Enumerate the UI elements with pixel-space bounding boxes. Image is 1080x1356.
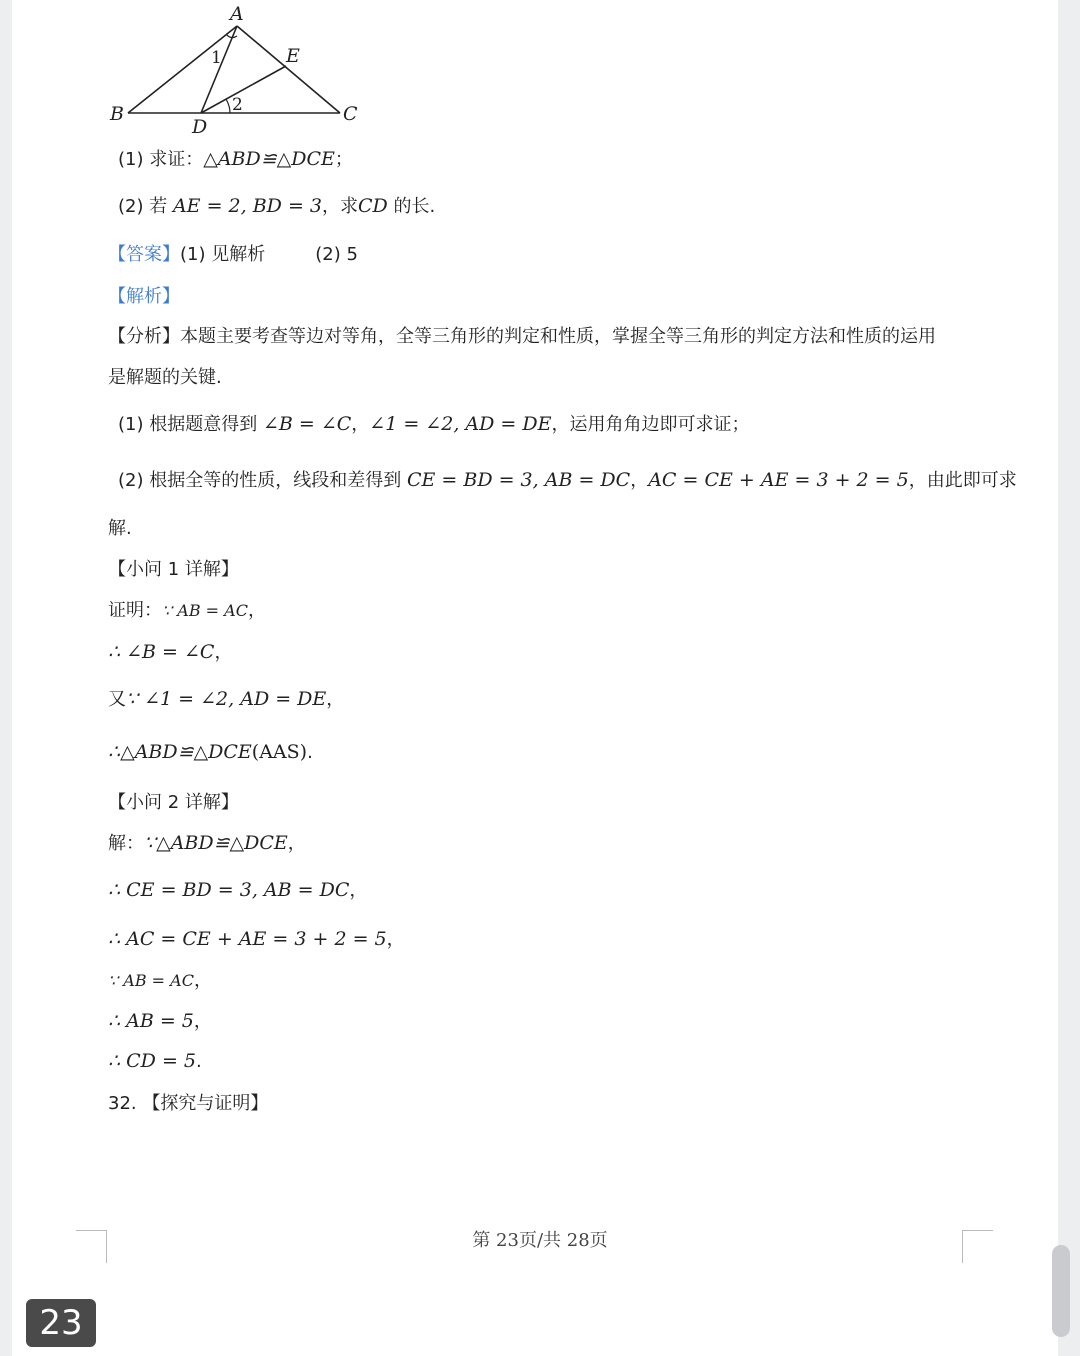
page-indicator-badge[interactable]: 23 [26, 1299, 96, 1347]
detail-2-line-1: 解：∵△ABD≌△DCE， [108, 832, 306, 854]
detail-2-heading: 【小问 2 详解】 [108, 792, 239, 813]
detail-2-line-3: ∴ AC = CE + AE = 3 + 2 = 5， [108, 928, 405, 950]
analysis-line-2: 是解题的关键. [108, 367, 222, 388]
analysis-line-1: 【分析】本题主要考查等边对等角，全等三角形的判定和性质，掌握全等三角形的判定方法和性质的运用 [108, 326, 936, 347]
angle-2-arc [226, 99, 230, 113]
scrollbar-thumb[interactable] [1052, 1245, 1070, 1337]
next-question-heading: 32. 【探究与证明】 [108, 1093, 269, 1114]
segment-DE [201, 66, 286, 113]
label-A: A [230, 3, 244, 25]
answer-tag: 【答案】 [108, 244, 180, 265]
detail-1-line-1: 证明：∵ AB = AC， [108, 600, 266, 621]
segment-AB [128, 26, 237, 113]
answer-line: 【答案】(1) 见解析 (2) 5 [108, 244, 358, 265]
detail-1-line-2: ∴ ∠B = ∠C， [108, 641, 233, 663]
label-C: C [343, 103, 358, 125]
analysis-tag: 【解析】 [108, 286, 180, 307]
label-angle-1: 1 [211, 48, 222, 68]
detail-2-line-5: ∴ AB = 5， [108, 1010, 212, 1032]
analysis-point-2: (2) 根据全等的性质，线段和差得到 CE = BD = 3, AB = DC，AC = CE + AE = 3 + 2 = 5，由此即可求 [118, 469, 1017, 491]
angle-1-arc [226, 34, 237, 38]
detail-1-line-3: 又∵ ∠1 = ∠2, AD = DE， [108, 688, 345, 710]
segment-AC [237, 26, 340, 113]
detail-2-line-2: ∴ CE = BD = 3, AB = DC， [108, 879, 368, 901]
question-part-1: (1) 求证：△ABD≌△DCE； [118, 148, 353, 170]
label-D: D [192, 116, 208, 138]
analysis-point-1: (1) 根据题意得到 ∠B = ∠C，∠1 = ∠2, AD = DE，运用角角边即可求证； [118, 413, 750, 435]
detail-2-line-6: ∴ CD = 5. [108, 1050, 202, 1072]
label-angle-2: 2 [232, 95, 243, 115]
question-part-2: (2) 若 AE = 2, BD = 3，求CD 的长. [118, 195, 436, 217]
detail-1-heading: 【小问 1 详解】 [108, 559, 239, 580]
detail-1-line-4: ∴△ABD≌△DCE(AAS). [108, 741, 313, 763]
triangle-figure [100, 0, 380, 140]
analysis-point-2-cont: 解. [108, 518, 132, 539]
label-E: E [286, 45, 300, 67]
detail-2-line-4: ∵ AB = AC， [108, 970, 212, 991]
page-footer: 第 23页/共 28页 [472, 1230, 608, 1251]
label-B: B [110, 103, 124, 125]
